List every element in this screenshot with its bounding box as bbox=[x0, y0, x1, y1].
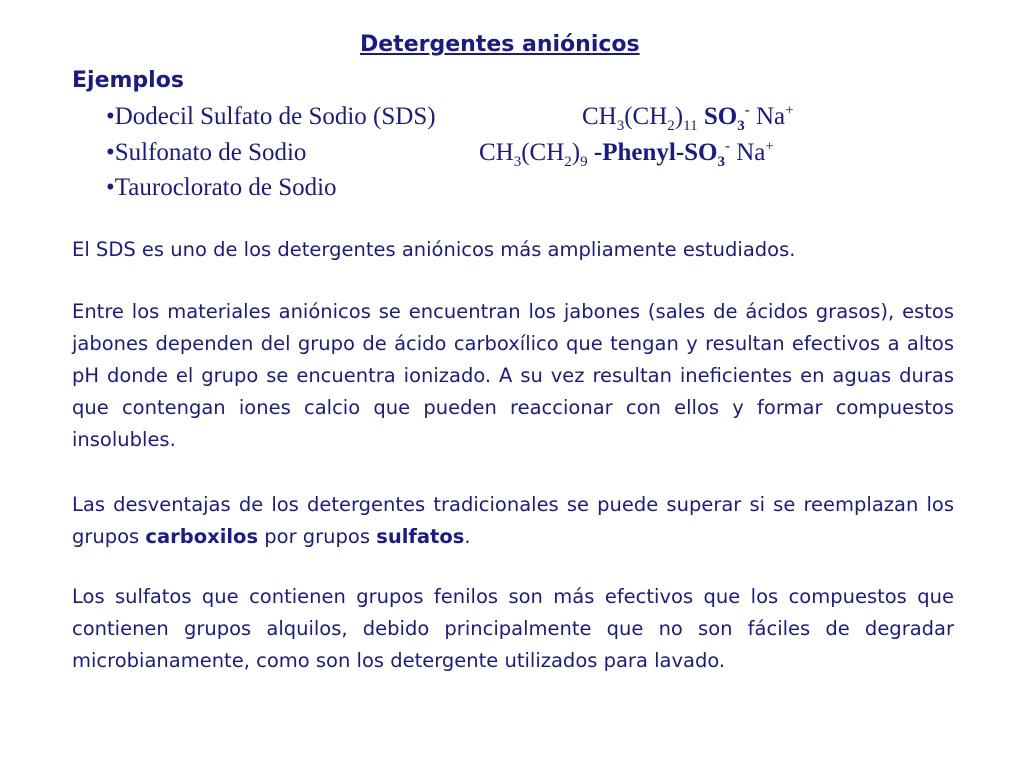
page-title: Detergentes aniónicos bbox=[360, 32, 640, 57]
paragraph: Entre los materiales aniónicos se encuentran los jabones (sales de ácidos grasos), estos jabones dependen del grupo de ácido carboxílico que tengan y resultan efectivos a altos pH donde el grupo se encuentra ionizado. A su vez resultan ineficientes en aguas duras que contengan iones calcio que pueden reaccionar con ellos y formar compuestos insolubles. bbox=[72, 300, 954, 451]
example-name: •Sulfonato de Sodio bbox=[106, 139, 307, 166]
paragraph: El SDS es uno de los detergentes aniónicos más ampliamente estudiados. bbox=[72, 238, 796, 261]
paragraph: Los sulfatos que contienen grupos fenilos son más efectivos que los compuestos que contienen grupos alquilos, debido principalmente que no son fáciles de degradar microbianamente, como son los detergente utilizados para lavado. bbox=[72, 585, 954, 672]
example-name: •Tauroclorato de Sodio bbox=[106, 174, 337, 201]
section-heading: Ejemplos bbox=[72, 68, 184, 93]
highlight-term: sulfatos bbox=[376, 525, 465, 548]
chemical-formula: $CH_3(CH_2)_9$ $-Phenyl-SO_3^-$ Na+ bbox=[479, 138, 774, 170]
paragraph: Las desventajas de los detergentes tradicionales se puede superar si se reemplazan los grupos carboxilos por grupos sulfatos. bbox=[72, 493, 954, 548]
example-name: •Dodecil Sulfato de Sodio (SDS) bbox=[106, 103, 436, 130]
highlight-term: carboxilos bbox=[145, 525, 259, 548]
chemical-formula: $CH_3(CH_2)_{11}$ $SO_3^-$ Na+ bbox=[582, 102, 794, 134]
